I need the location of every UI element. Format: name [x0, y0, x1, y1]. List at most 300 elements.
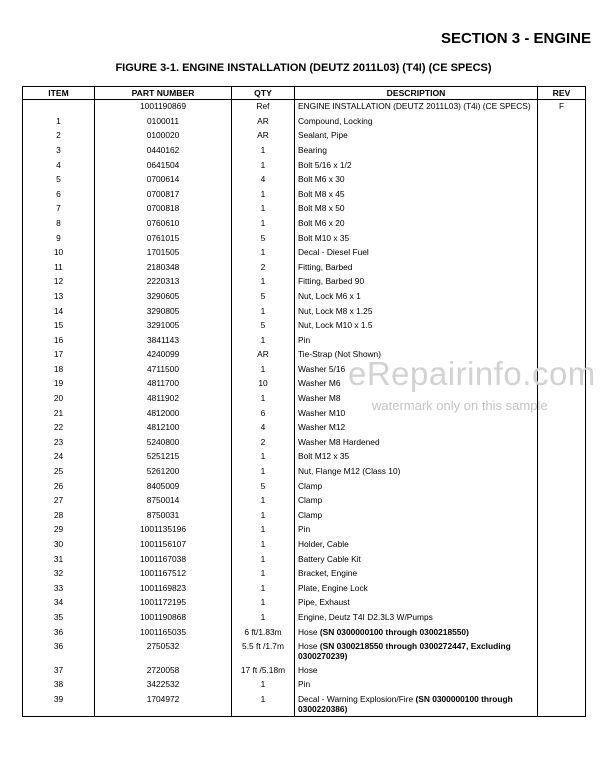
cell-description-text: Bracket, Engine: [298, 568, 358, 579]
cell-item: [23, 664, 95, 679]
cell-part-number: [95, 450, 232, 465]
cell-qty-text: 6 ft/1.83m: [244, 626, 282, 637]
cell-part-number-text: 3422532: [146, 679, 180, 690]
section-title: SECTION 3 - ENGINE: [440, 30, 591, 47]
cell-qty-text: 5: [260, 290, 266, 301]
cell-part-number: [95, 596, 232, 611]
cell-rev: [538, 523, 586, 538]
cell-rev: [538, 202, 586, 217]
cell-qty-text: 5: [260, 480, 266, 491]
cell-rev: [538, 538, 586, 553]
cell-item: [23, 202, 95, 217]
cell-description-text: Bearing: [298, 144, 327, 155]
table-row: [23, 582, 586, 597]
cell-item: [23, 261, 95, 276]
cell-qty-text: 1: [260, 144, 266, 155]
cell-item: [23, 159, 95, 174]
cell-part-number-text: 0761015: [146, 232, 180, 243]
table-row: [23, 217, 586, 232]
cell-rev: [538, 246, 586, 261]
figure-title: FIGURE 3-1. ENGINE INSTALLATION (DEUTZ 2011L03) (T4I) (CE SPECS): [115, 62, 492, 74]
cell-part-number: [95, 363, 232, 378]
cell-qty-text: AR: [257, 130, 269, 141]
cell-part-number: [95, 640, 232, 663]
cell-description: [295, 567, 538, 582]
cell-qty: [232, 348, 295, 363]
cell-rev: [538, 596, 586, 611]
serial-range-note: (SN 0300000100 through 0300220386): [298, 693, 513, 714]
cell-qty: [232, 319, 295, 334]
cell-description-text: Bolt M6 x 30: [298, 174, 345, 185]
cell-part-number-text: 0641504: [146, 159, 180, 170]
table-row: [23, 202, 586, 217]
cell-item-text: 36: [53, 641, 64, 652]
cell-description: [295, 626, 538, 641]
cell-part-number: [95, 129, 232, 144]
cell-part-number-text: 1704972: [146, 693, 180, 704]
cell-part-number-text: 4812100: [146, 422, 180, 433]
cell-part-number: [95, 202, 232, 217]
cell-description-text: Decal - Diesel Fuel: [298, 247, 369, 258]
cell-description-text: Plate, Engine Lock: [298, 582, 368, 593]
cell-rev: [538, 582, 586, 597]
cell-rev: [538, 465, 586, 480]
cell-description: [295, 275, 538, 290]
cell-description-text: Hose: [298, 626, 318, 637]
cell-description: [295, 436, 538, 451]
cell-part-number: [95, 553, 232, 568]
cell-item-text: 9: [56, 232, 61, 243]
cell-qty: [232, 246, 295, 261]
cell-description-text: Washer 5/16: [298, 363, 346, 374]
cell-part-number: [95, 480, 232, 495]
cell-description-text: Sealant, Pipe: [298, 130, 348, 141]
cell-part-number-text: 5240800: [146, 436, 180, 447]
cell-item: [23, 392, 95, 407]
table-row: [23, 115, 586, 130]
table-row: [23, 232, 586, 247]
cell-item-text: 27: [53, 495, 64, 506]
cell-item-text: 22: [53, 422, 64, 433]
cell-part-number-text: 5251215: [146, 451, 180, 462]
table-row: [23, 567, 586, 582]
cell-qty: [232, 392, 295, 407]
cell-rev: [538, 290, 586, 305]
table-row: [23, 553, 586, 568]
cell-part-number-text: 4811700: [147, 378, 179, 389]
cell-item: [23, 188, 95, 203]
cell-qty-text: 1: [260, 363, 266, 374]
cell-qty-text: 5.5 ft /1.7m: [242, 641, 284, 652]
cell-item-text: 5: [56, 174, 61, 185]
cell-item: [23, 582, 95, 597]
cell-description-text: Washer M12: [298, 422, 346, 433]
table-row: [23, 261, 586, 276]
cell-description: [295, 678, 538, 693]
table-header-row: [23, 87, 586, 100]
cell-qty-text: AR: [257, 349, 269, 360]
cell-item-text: 39: [53, 693, 64, 704]
cell-item-text: 36: [53, 626, 64, 637]
table-row: [23, 290, 586, 305]
cell-part-number-text: 1001165035: [140, 626, 186, 637]
cell-qty: [232, 465, 295, 480]
serial-range-note: (SN 0300000100 through 0300218550): [319, 626, 469, 637]
cell-item: [23, 363, 95, 378]
cell-qty: [232, 363, 295, 378]
cell-item: [23, 407, 95, 422]
cell-item-text: 28: [53, 509, 64, 520]
cell-description: [295, 319, 538, 334]
cell-item-text: 17: [53, 349, 64, 360]
watermark-brand: eRepairinfo.com: [348, 355, 596, 392]
cell-rev: [538, 480, 586, 495]
cell-qty: [232, 159, 295, 174]
cell-item-text: 24: [53, 451, 64, 462]
cell-part-number-text: 1001156107: [140, 539, 186, 550]
cell-qty-text: AR: [257, 115, 269, 126]
cell-description-text: Nut, Lock M10 x 1.5: [298, 320, 373, 331]
cell-item-text: 29: [53, 524, 64, 535]
table-row: [23, 596, 586, 611]
cell-item: [23, 611, 95, 626]
cell-description-text: Holder, Cable: [298, 539, 349, 550]
cell-description-text: Hose: [298, 641, 318, 652]
table-row: [23, 678, 586, 693]
cell-part-number: [95, 144, 232, 159]
cell-item: [23, 275, 95, 290]
cell-qty: [232, 596, 295, 611]
table-row: [23, 159, 586, 174]
cell-item-text: 12: [53, 276, 64, 287]
cell-part-number-text: 1001135196: [140, 524, 186, 535]
cell-qty: [232, 664, 295, 679]
cell-item-text: 10: [53, 247, 64, 258]
cell-part-number-text: 2220313: [146, 276, 180, 287]
cell-part-number-text: 0440162: [146, 144, 180, 155]
cell-part-number-text: 0700614: [146, 174, 180, 185]
cell-qty-text: 1: [260, 553, 266, 564]
cell-rev: [538, 553, 586, 568]
cell-qty: [232, 480, 295, 495]
serial-range-note: (SN 0300218550 through 0300272447, Excluding 0300270239): [298, 641, 511, 662]
cell-rev: [538, 611, 586, 626]
cell-description-text: Fitting, Barbed 90: [298, 276, 365, 287]
cell-description: [295, 217, 538, 232]
cell-description: [295, 246, 538, 261]
cell-item-text: 33: [53, 582, 64, 593]
cell-part-number: [95, 290, 232, 305]
cell-item: [23, 217, 95, 232]
cell-description-text: Fitting, Barbed: [298, 261, 353, 272]
col-header-item: ITEM: [23, 87, 95, 100]
cell-description-text: Bolt M6 x 20: [298, 217, 345, 228]
cell-part-number: [95, 392, 232, 407]
cell-part-number: [95, 334, 232, 349]
table-row: [23, 465, 586, 480]
cell-qty: [232, 290, 295, 305]
cell-description: [295, 129, 538, 144]
cell-qty-text: 1: [260, 188, 266, 199]
cell-description: [295, 159, 538, 174]
cell-rev: [538, 144, 586, 159]
cell-item-text: 23: [53, 436, 64, 447]
cell-qty: [232, 582, 295, 597]
cell-description-text: Nut, Lock M8 x 1.25: [298, 305, 373, 316]
cell-part-number: [95, 626, 232, 641]
cell-item: [23, 538, 95, 553]
cell-part-number: [95, 421, 232, 436]
cell-description: [295, 144, 538, 159]
table-row: [23, 246, 586, 261]
cell-qty: [232, 305, 295, 320]
cell-qty: [232, 523, 295, 538]
cell-rev: [538, 159, 586, 174]
cell-qty: [232, 202, 295, 217]
table-row: [23, 494, 586, 509]
cell-qty-text: 1: [260, 495, 266, 506]
cell-part-number: [95, 275, 232, 290]
cell-item: [23, 144, 95, 159]
cell-part-number: [95, 436, 232, 451]
table-row: [23, 523, 586, 538]
cell-rev: [538, 173, 586, 188]
cell-part-number: [95, 377, 232, 392]
cell-item-text: 20: [53, 393, 64, 404]
cell-qty-text: 1: [260, 693, 266, 704]
cell-rev: [538, 494, 586, 509]
cell-description-text: Clamp: [298, 495, 323, 506]
cell-rev: [538, 640, 586, 663]
cell-rev: [538, 305, 586, 320]
cell-item: [23, 232, 95, 247]
cell-part-number: [95, 348, 232, 363]
cell-item-text: 6: [56, 188, 61, 199]
cell-part-number-text: 3290605: [146, 290, 180, 301]
table-row: [23, 173, 586, 188]
cell-qty-text: 4: [260, 174, 266, 185]
cell-qty-text: 1: [260, 159, 266, 170]
col-header-description: DESCRIPTION: [295, 87, 538, 100]
cell-rev: [538, 100, 586, 115]
cell-description: [295, 553, 538, 568]
cell-description-text: Washer M6: [298, 378, 341, 389]
cell-part-number: [95, 693, 232, 717]
cell-part-number: [95, 567, 232, 582]
cell-item-text: 4: [56, 159, 61, 170]
cell-qty: [232, 450, 295, 465]
cell-description-text: Bolt 5/16 x 1/2: [298, 159, 352, 170]
table-row: [23, 188, 586, 203]
cell-item: [23, 480, 95, 495]
cell-description: [295, 202, 538, 217]
cell-qty: [232, 407, 295, 422]
cell-description: [295, 693, 538, 717]
cell-item-text: 32: [53, 568, 64, 579]
cell-qty-text: 1: [260, 524, 266, 535]
cell-part-number: [95, 678, 232, 693]
cell-qty-text: 1: [260, 305, 266, 316]
cell-item-text: 2: [56, 130, 61, 141]
table-row: [23, 450, 586, 465]
cell-qty: [232, 334, 295, 349]
cell-part-number: [95, 217, 232, 232]
cell-qty-text: 2: [260, 436, 266, 447]
cell-rev: [538, 217, 586, 232]
cell-part-number-text: 1001169823: [140, 582, 186, 593]
cell-part-number: [95, 611, 232, 626]
cell-description: [295, 173, 538, 188]
cell-part-number: [95, 494, 232, 509]
cell-description-text: Engine, Deutz T4I D2.3L3 W/Pumps: [298, 611, 433, 622]
cell-item: [23, 626, 95, 641]
cell-qty: [232, 144, 295, 159]
cell-item: [23, 465, 95, 480]
cell-rev: [538, 421, 586, 436]
cell-part-number-text: 0100020: [146, 130, 180, 141]
cell-description-text: Bolt M8 x 45: [298, 188, 345, 199]
cell-part-number: [95, 100, 232, 115]
cell-rev: [538, 436, 586, 451]
cell-description: [295, 232, 538, 247]
table-row: [23, 100, 586, 115]
cell-part-number-text: 0100011: [147, 115, 179, 126]
cell-part-number: [95, 261, 232, 276]
cell-item: [23, 450, 95, 465]
table-row: [23, 480, 586, 495]
cell-description-text: Battery Cable Kit: [298, 553, 361, 564]
table-row: [23, 334, 586, 349]
cell-qty-text: 1: [260, 539, 266, 550]
cell-part-number: [95, 538, 232, 553]
cell-item-text: 21: [53, 407, 64, 418]
cell-part-number-text: 8750014: [146, 495, 180, 506]
cell-item-text: 25: [53, 466, 64, 477]
cell-part-number-text: 1001190869: [140, 101, 186, 112]
cell-description: [295, 100, 538, 115]
cell-qty-text: 17 ft /5.18m: [240, 664, 286, 675]
cell-qty: [232, 115, 295, 130]
cell-qty-text: 4: [260, 422, 266, 433]
cell-item-text: 11: [54, 261, 63, 272]
cell-part-number: [95, 509, 232, 524]
cell-qty: [232, 640, 295, 663]
cell-rev: [538, 678, 586, 693]
cell-qty-text: 1: [260, 276, 266, 287]
cell-description-text: Compound, Locking: [298, 115, 373, 126]
table-row: [23, 538, 586, 553]
cell-item-text: 38: [53, 679, 64, 690]
table-row: [23, 421, 586, 436]
cell-part-number: [95, 319, 232, 334]
table-row: [23, 693, 586, 717]
cell-part-number-text: 4812000: [146, 407, 180, 418]
cell-description-text: Tie-Strap (Not Shown): [298, 349, 382, 360]
cell-item: [23, 129, 95, 144]
cell-qty: [232, 421, 295, 436]
cell-part-number-text: 1001190868: [140, 611, 186, 622]
cell-description: [295, 523, 538, 538]
cell-item: [23, 421, 95, 436]
cell-description: [295, 509, 538, 524]
cell-part-number-text: 3290805: [146, 305, 180, 316]
cell-qty: [232, 173, 295, 188]
cell-rev: [538, 261, 586, 276]
cell-item: [23, 553, 95, 568]
cell-description: [295, 611, 538, 626]
cell-part-number: [95, 246, 232, 261]
cell-description: [295, 494, 538, 509]
cell-description: [295, 450, 538, 465]
cell-qty: [232, 188, 295, 203]
cell-description: [295, 596, 538, 611]
watermark-note: watermark only on this sample: [372, 398, 548, 413]
cell-rev: [538, 334, 586, 349]
cell-qty-text: 1: [260, 509, 266, 520]
cell-item: [23, 348, 95, 363]
cell-description: [295, 421, 538, 436]
cell-qty: [232, 217, 295, 232]
cell-rev: [538, 509, 586, 524]
cell-qty-text: 2: [260, 261, 266, 272]
cell-qty: [232, 275, 295, 290]
table-row: [23, 129, 586, 144]
cell-description-text: Pin: [298, 334, 311, 345]
cell-item: [23, 678, 95, 693]
cell-qty: [232, 538, 295, 553]
table-row: [23, 305, 586, 320]
cell-part-number: [95, 582, 232, 597]
cell-qty-text: 5: [260, 320, 266, 331]
cell-qty-text: 1: [260, 247, 266, 258]
table-row: [23, 611, 586, 626]
cell-part-number-text: 0700817: [146, 188, 180, 199]
cell-part-number-text: 3841143: [147, 334, 179, 345]
cell-item-text: 26: [53, 480, 64, 491]
cell-item-text: 7: [56, 203, 61, 214]
cell-part-number: [95, 305, 232, 320]
cell-item-text: 31: [53, 553, 64, 564]
cell-description: [295, 290, 538, 305]
cell-item: [23, 596, 95, 611]
cell-part-number: [95, 115, 232, 130]
cell-item-text: 18: [53, 363, 64, 374]
cell-rev: [538, 693, 586, 717]
table-row: [23, 319, 586, 334]
cell-item: [23, 509, 95, 524]
cell-part-number-text: 2720058: [146, 664, 180, 675]
cell-part-number-text: 2180348: [146, 261, 180, 272]
cell-item: [23, 334, 95, 349]
cell-qty: [232, 678, 295, 693]
table-row: [23, 509, 586, 524]
cell-description-text: Pin: [298, 524, 311, 535]
cell-item-text: 13: [53, 290, 64, 301]
cell-item-text: 1: [56, 115, 61, 126]
cell-rev-text: F: [558, 101, 565, 112]
cell-qty-text: 1: [260, 597, 266, 608]
cell-description-text: Washer M10: [298, 407, 346, 418]
cell-part-number-text: 8405009: [146, 480, 180, 491]
cell-part-number: [95, 465, 232, 480]
cell-qty-text: 5: [260, 232, 266, 243]
cell-rev: [538, 115, 586, 130]
cell-part-number: [95, 664, 232, 679]
cell-part-number-text: 1701505: [146, 247, 180, 258]
cell-qty: [232, 436, 295, 451]
cell-description: [295, 640, 538, 663]
cell-qty-text: 1: [260, 582, 266, 593]
